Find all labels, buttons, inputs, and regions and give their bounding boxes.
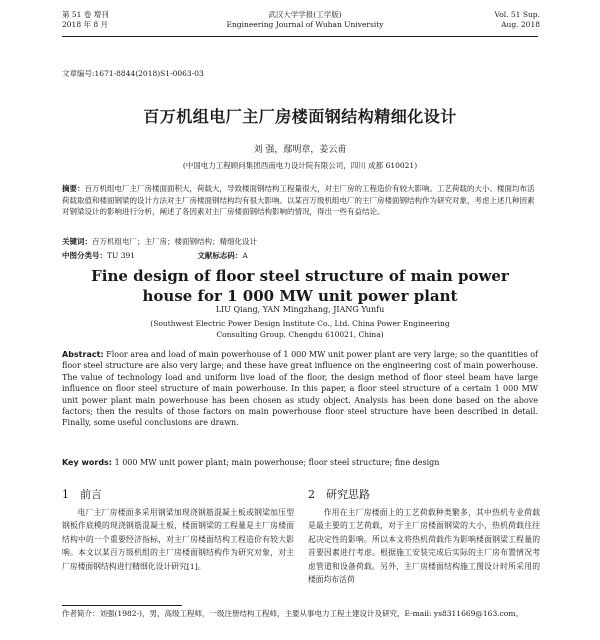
header-date-en: Aug. 2018 bbox=[501, 20, 540, 29]
header-left bbox=[62, 10, 182, 30]
keywords-en-label: Key words: bbox=[62, 458, 113, 467]
classification-cn bbox=[62, 250, 538, 261]
header-right bbox=[440, 10, 540, 30]
section-1-body: 电厂主厂房楼面多采用钢梁加现浇钢筋混凝土板或钢梁加压型钢板作底模的现浇钢筋混凝土板，楼面钢梁的工程量是主厂房楼面结构中的一个重要经济指标，对主厂房楼面结构工程造价有较大影响。本文以某百万级机组的主厂房楼面钢结构作为研究对象，对主厂房楼面钢结构进行精细化设计研究[1]。 bbox=[62, 508, 294, 571]
affiliation-en-line2: Consulting Group, Chengdu 610021, China) bbox=[216, 330, 384, 339]
section-2-body: 作用在主厂房楼面上的工艺荷载种类繁多，其中热机专业荷载是最主要的工艺荷载，对于主厂房楼面钢梁的大小，热机荷载往往起决定性的影响。所以本文将热机荷载作为影响楼面钢梁工程量的首要因素进行考虑。根据施工安装完成后实际的主厂房布置情况考虑管道和设备荷载。另外，主厂房楼面结构施工图设计时所采用的楼面均布活荷 bbox=[308, 508, 540, 585]
header-center bbox=[190, 10, 420, 30]
affiliation-cn: (中国电力工程顾问集团西南电力设计院有限公司，四川 成都 610021) bbox=[182, 161, 418, 170]
affiliation-en bbox=[62, 318, 538, 340]
keywords-en-text: 1 000 MW unit power plant; main powerhouse; floor steel structure; fine design bbox=[114, 458, 440, 467]
doc-code: A bbox=[242, 251, 248, 260]
authors-en: LIU Qiang, YAN Mingzhang, JIANG Yunfu bbox=[215, 305, 385, 314]
paper-title-en bbox=[62, 266, 538, 306]
header-divider bbox=[62, 36, 538, 37]
title-en-line1: Fine design of floor steel structure of main power bbox=[91, 267, 509, 285]
journal-name-en: Engineering Journal of Wuhan University bbox=[226, 20, 384, 29]
keywords-cn bbox=[62, 236, 538, 247]
article-number: 文章编号:1671-8844(2018)S1-0063-03 bbox=[62, 69, 204, 78]
header-date-cn: 2018 年 8 月 bbox=[62, 20, 109, 29]
author-footnote: 作者简介：刘强(1982-)，男，高级工程师，一级注册结构工程师，主要从事电力工程土建设计及研究，E-mail: ys8311669@163.com。 bbox=[62, 609, 523, 618]
keywords-cn-text: 百万机组电厂；主厂房；楼面钢结构；精细化设计 bbox=[92, 237, 257, 246]
header-volume-cn: 第 51 卷 增刊 bbox=[62, 10, 109, 19]
abstract-en-label: Abstract: bbox=[62, 350, 104, 359]
paper-title-cn: 百万机组电厂主厂房楼面钢结构精细化设计 bbox=[143, 107, 457, 126]
affiliation-en-line1: (Southwest Electric Power Design Institute Co., Ltd. China Power Engineering bbox=[150, 319, 450, 328]
journal-name-cn: 武汉大学学报(工学版) bbox=[268, 10, 342, 19]
header-volume-en: Vol. 51 Sup. bbox=[494, 10, 540, 19]
keywords-cn-label: 关键词： bbox=[62, 237, 92, 246]
class-code: TU 391 bbox=[107, 251, 136, 260]
section-2-title: 2 研究思路 bbox=[308, 488, 370, 501]
section-1-title: 1 前言 bbox=[62, 488, 102, 501]
authors-cn: 刘 强，鄢明章，姜云甫 bbox=[253, 145, 347, 155]
abstract-cn bbox=[62, 183, 538, 218]
class-label: 中图分类号： bbox=[62, 251, 107, 260]
abstract-en bbox=[62, 349, 538, 429]
footnote-divider bbox=[62, 605, 182, 606]
title-en-line2: house for 1 000 MW unit power plant bbox=[142, 287, 458, 305]
keywords-en bbox=[62, 458, 538, 467]
abstract-cn-label: 摘要： bbox=[62, 184, 85, 193]
abstract-cn-text: 百万机组电厂主厂房楼面面积大，荷载大，导致楼面钢结构工程量很大，对主厂房的工程造价有较大影响。工艺荷载的大小、楼面均布活荷载取值和楼面钢梁的设计方法对主厂房楼面钢结构均有很大影响。以某百万级机组电厂的主厂房楼面钢结构作为研究对象，考虑上述几种因素对钢梁设计的影响进行分析，阐述了各因素对主厂房楼面钢结构影响的情况，得出一些有益结论。 bbox=[62, 184, 535, 217]
abstract-en-text: Floor area and load of main powerhouse of 1 000 MW unit power plant are very large; so the quantities of floor steel structure are also very large; and these have great influence on the engineering cost of main powerhouse. The value of technology load and uniform live load of the floor, the design method of floor steel beam have large influence on floor steel structure of main powerhouse. In this paper, a floor steel structure of a certain 1 000 MW unit power plant main powerhouse has been chosen as study object. Analysis has been done based on the above factors; then the results of those factors on main powerhouse floor steel structure have been described in detail. Finally, some useful conclusions are drawn. bbox=[62, 350, 538, 428]
doc-code-label: 文献标志码： bbox=[197, 251, 243, 260]
